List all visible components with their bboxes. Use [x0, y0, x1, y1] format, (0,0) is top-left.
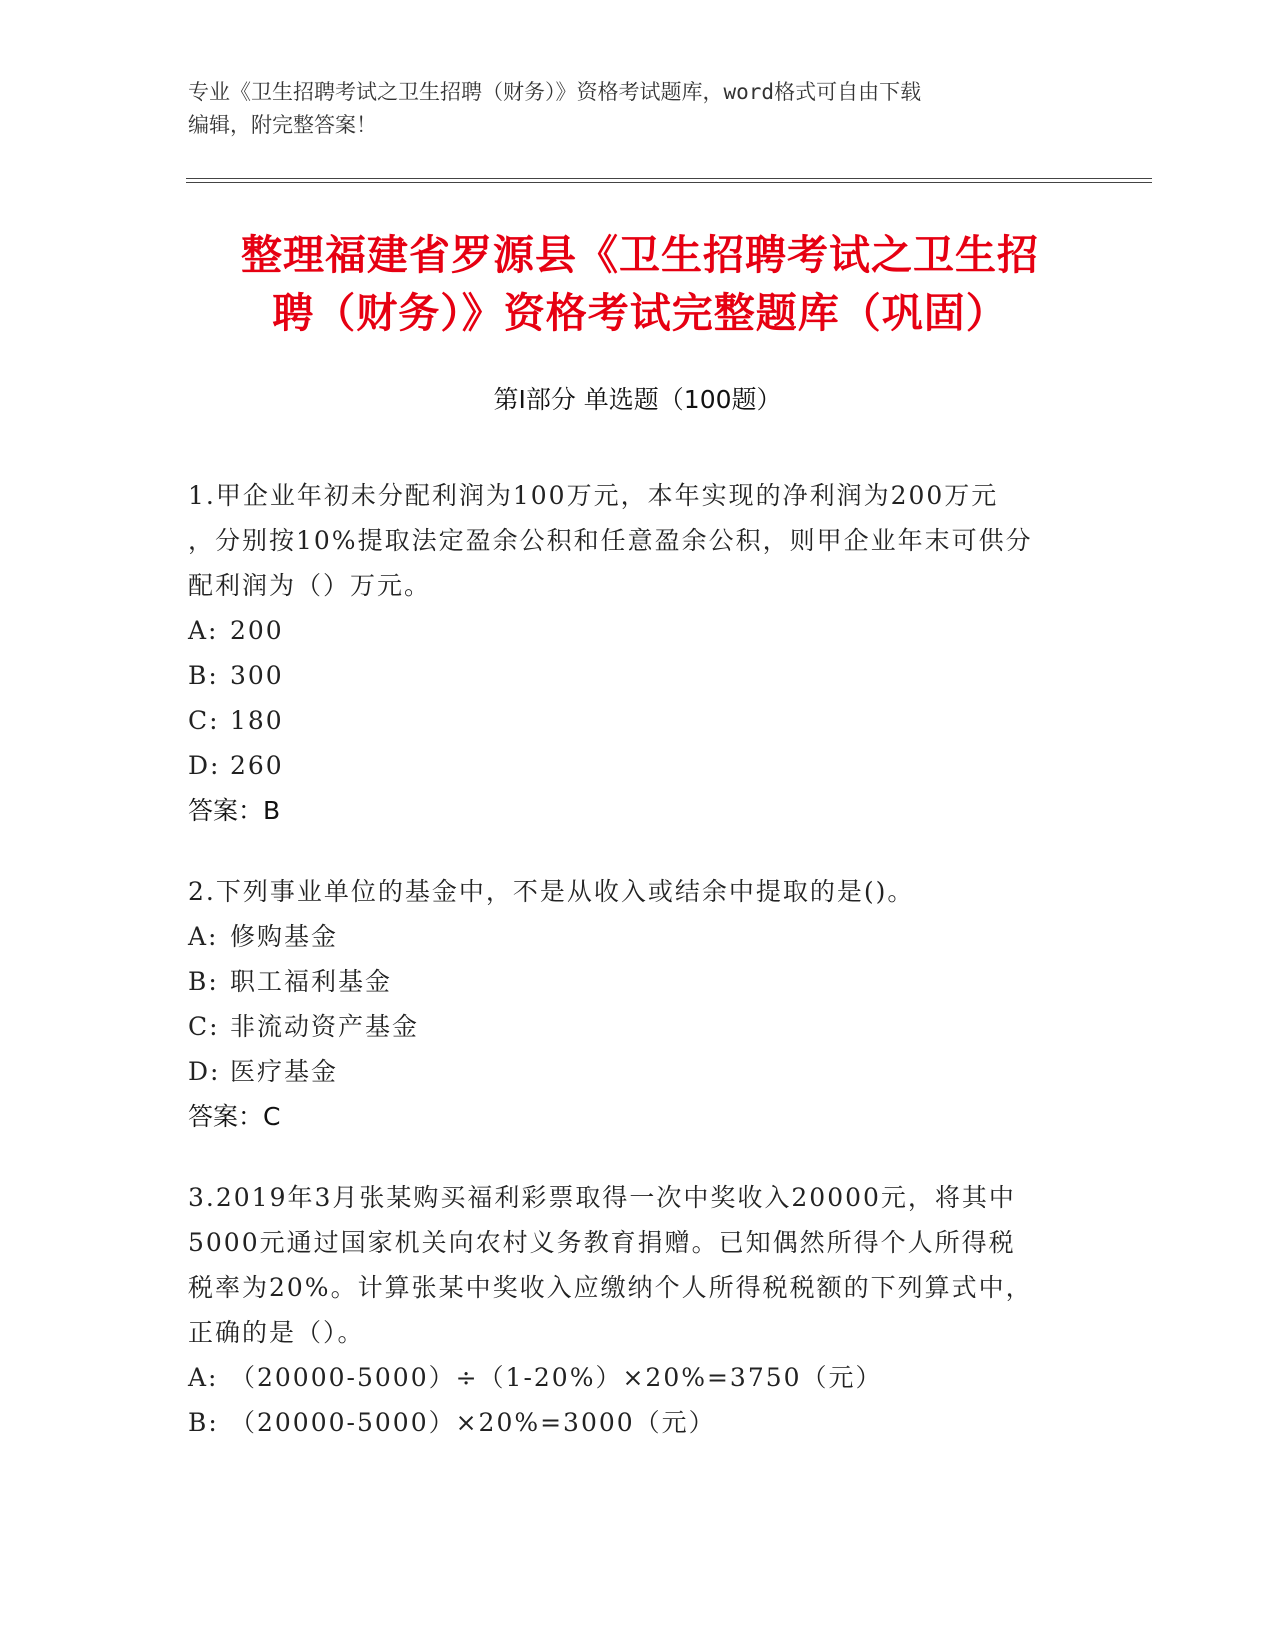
option-key: D: — [188, 751, 221, 780]
question-option — [188, 1355, 1088, 1400]
question-option — [188, 653, 1088, 698]
option-key: C: — [188, 706, 220, 735]
option-key: B: — [188, 661, 219, 690]
question-item — [188, 869, 1088, 1139]
question-option — [188, 1004, 1088, 1049]
document-title-line: 整理福建省罗源县《卫生招聘考试之卫生招 — [241, 231, 1039, 279]
header-note — [188, 76, 1068, 142]
option-key: A: — [188, 922, 219, 951]
option-key: B: — [188, 967, 219, 996]
option-text: 职工福利基金 — [230, 967, 393, 996]
question-stem — [188, 473, 1088, 608]
option-key: C: — [188, 1012, 220, 1041]
question-option — [188, 698, 1088, 743]
question-stem-line: 2.下列事业单位的基金中，不是从收入或结余中提取的是()。 — [188, 877, 915, 906]
question-stem-line: 1.甲企业年初未分配利润为100万元，本年实现的净利润为200万元 — [188, 481, 999, 510]
question-stem-line: 3.2019年3月张某购买福利彩票取得一次中奖收入20000元，将其中 — [188, 1183, 1016, 1212]
option-text: 医疗基金 — [230, 1057, 339, 1086]
option-text: 非流动资产基金 — [230, 1012, 420, 1041]
option-key: D: — [188, 1057, 221, 1086]
question-stem-line: 税率为20%。计算张某中奖收入应缴纳个人所得税税额的下列算式中， — [188, 1273, 1033, 1302]
option-text: （20000-5000）÷（1-20%）×20%=3750（元） — [230, 1363, 883, 1392]
option-text: 260 — [230, 751, 284, 780]
document-title — [190, 226, 1090, 342]
question-item — [188, 473, 1088, 833]
question-stem-line: 5000元通过国家机关向农村义务教育捐赠。已知偶然所得个人所得税 — [188, 1228, 1016, 1257]
question-list — [188, 473, 1088, 1481]
option-key: B: — [188, 1408, 219, 1437]
question-option — [188, 914, 1088, 959]
header-note-line: 编辑，附完整答案！ — [188, 113, 377, 137]
option-text: 200 — [230, 616, 284, 645]
question-option — [188, 743, 1088, 788]
document-title-line: 聘（财务）》资格考试完整题库（巩固） — [272, 289, 1008, 337]
section-title: 第Ⅰ部分 单选题（100题） — [493, 385, 782, 414]
question-answer: 答案：C — [188, 1102, 281, 1131]
question-stem-line: 配利润为（）万元。 — [188, 571, 432, 600]
question-stem-line: ，分别按10%提取法定盈余公积和任意盈余公积，则甲企业年末可供分 — [188, 526, 1033, 555]
question-stem — [188, 869, 1088, 914]
option-key: A: — [188, 616, 219, 645]
option-text: 修购基金 — [230, 922, 339, 951]
question-answer: 答案：B — [188, 796, 281, 825]
question-item — [188, 1175, 1088, 1445]
question-stem — [188, 1175, 1088, 1355]
question-stem-line: 正确的是（）。 — [188, 1318, 365, 1347]
option-text: 180 — [230, 706, 284, 735]
option-text: 300 — [230, 661, 284, 690]
question-option — [188, 1049, 1088, 1094]
header-note-line: 专业《卫生招聘考试之卫生招聘（财务）》资格考试题库，word格式可自由下载 — [188, 80, 922, 104]
header-divider — [186, 178, 1152, 183]
option-text: （20000-5000）×20%=3000（元） — [230, 1408, 716, 1437]
option-key: A: — [188, 1363, 219, 1392]
question-option — [188, 608, 1088, 653]
question-option — [188, 1400, 1088, 1445]
question-option — [188, 959, 1088, 1004]
